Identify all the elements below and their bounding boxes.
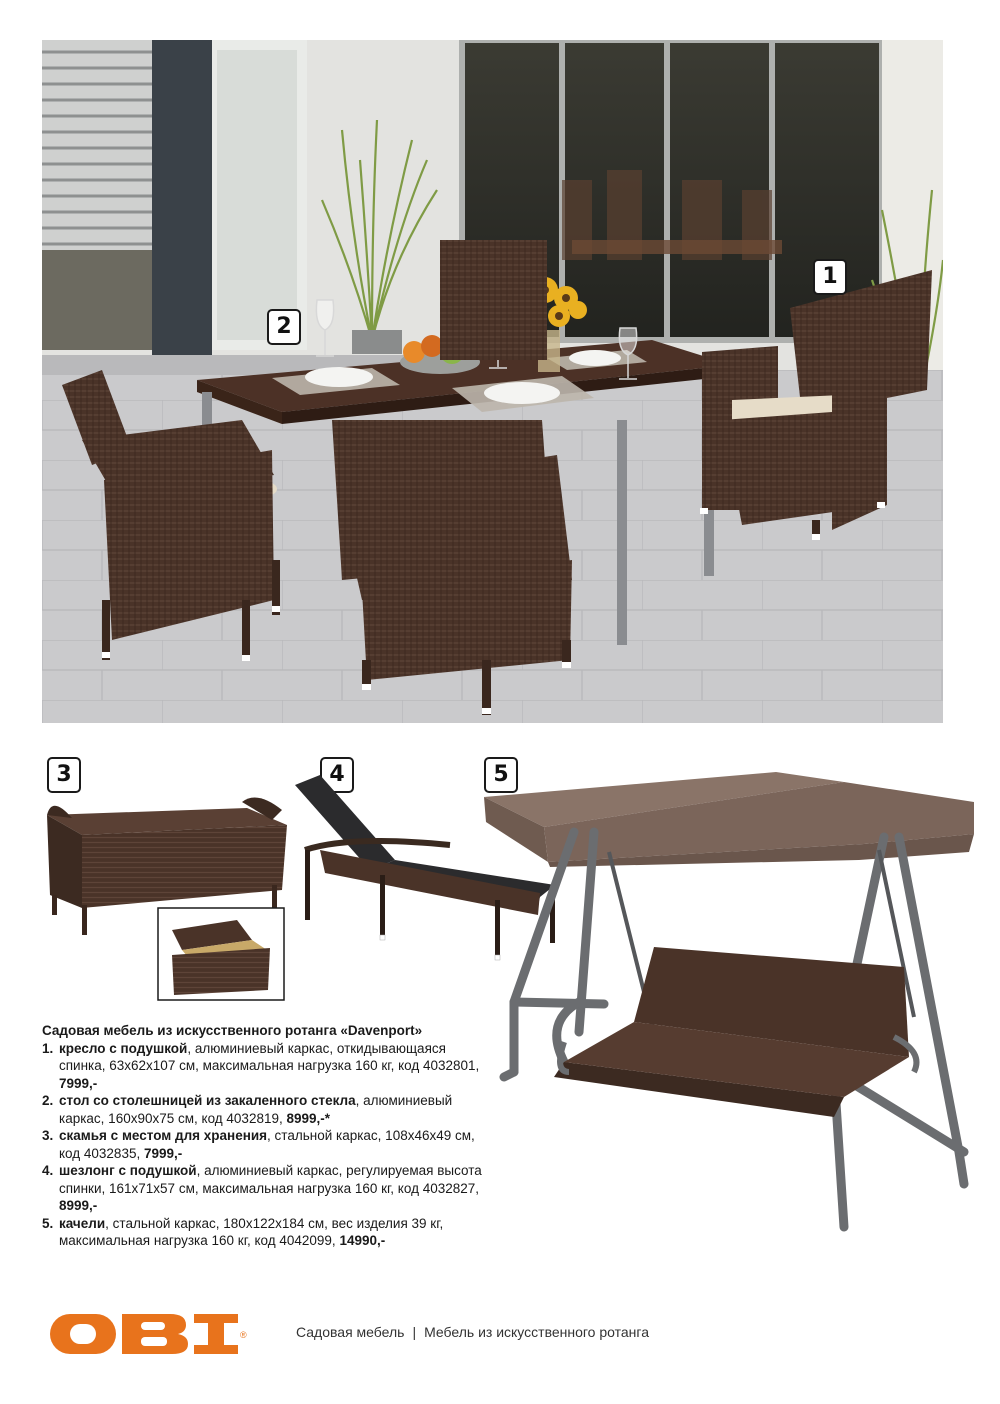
- item-name: шезлонг с подушкой: [59, 1163, 197, 1178]
- description-heading: Садовая мебель из искусственного ротанга «Davenport»: [42, 1023, 423, 1038]
- item-number: 3.: [42, 1128, 54, 1143]
- hero-patio-photo: [42, 40, 943, 723]
- product-description: [42, 1022, 482, 1250]
- item-price: 8999,-*: [286, 1110, 331, 1126]
- item-number: 1.: [42, 1040, 54, 1056]
- registered-mark: ®: [240, 1330, 247, 1340]
- garden-swing-image: [484, 772, 984, 1242]
- item-text: , алюминиевый каркас, регулируемая высота спинки, 161x71x57 см, максимальная нагрузка 160 кг, код 4032827,: [59, 1163, 482, 1196]
- badge-3: 3: [47, 757, 81, 793]
- badge-1: 1: [813, 259, 847, 295]
- list-item: [42, 1040, 482, 1093]
- item-text: , стальной каркас, 180x122x184 см, вес изделия 39 кг, максимальная нагрузка 160 кг, код 4042099,: [59, 1215, 444, 1248]
- item-price: 7999,-: [143, 1145, 183, 1161]
- list-item: [42, 1127, 482, 1162]
- footer-section: Садовая мебель: [296, 1324, 405, 1340]
- footer-separator: |: [412, 1324, 417, 1340]
- footer-breadcrumb: [296, 1324, 649, 1340]
- item-name: стол со столешницей из закаленного стекла: [59, 1093, 356, 1108]
- list-item: [42, 1215, 482, 1250]
- item-number: 2.: [42, 1093, 54, 1108]
- storage-bench-image: [42, 790, 292, 1020]
- item-text: , алюминиевый каркас, откидывающаяся спинка, 63x62x107 см, максимальная нагрузка 160 кг, код 4032801,: [59, 1040, 480, 1073]
- badge-5: 5: [484, 757, 518, 793]
- list-item: [42, 1162, 482, 1215]
- list-item: [42, 1092, 482, 1127]
- item-name: кресло с подушкой: [59, 1040, 188, 1056]
- item-name: качели: [59, 1215, 106, 1231]
- item-price: 14990,-: [339, 1233, 386, 1248]
- item-text: , стальной каркас, 108x46x49 см, код 4032835,: [59, 1128, 475, 1161]
- badge-4: 4: [320, 757, 354, 793]
- item-price: 7999,-: [59, 1075, 98, 1091]
- product-list: [42, 1040, 482, 1250]
- obi-logo-graphic: [48, 1312, 248, 1356]
- obi-logo: [48, 1312, 248, 1356]
- badge-2: 2: [267, 309, 301, 345]
- item-number: 4.: [42, 1163, 54, 1178]
- footer-subsection: Мебель из искусственного ротанга: [424, 1324, 649, 1340]
- item-number: 5.: [42, 1215, 54, 1231]
- item-price: 8999,-: [59, 1198, 98, 1213]
- item-text: , алюминиевый каркас, 160x90x75 см, код 4032819,: [59, 1093, 453, 1126]
- item-name: скамья с местом для хранения: [59, 1128, 268, 1143]
